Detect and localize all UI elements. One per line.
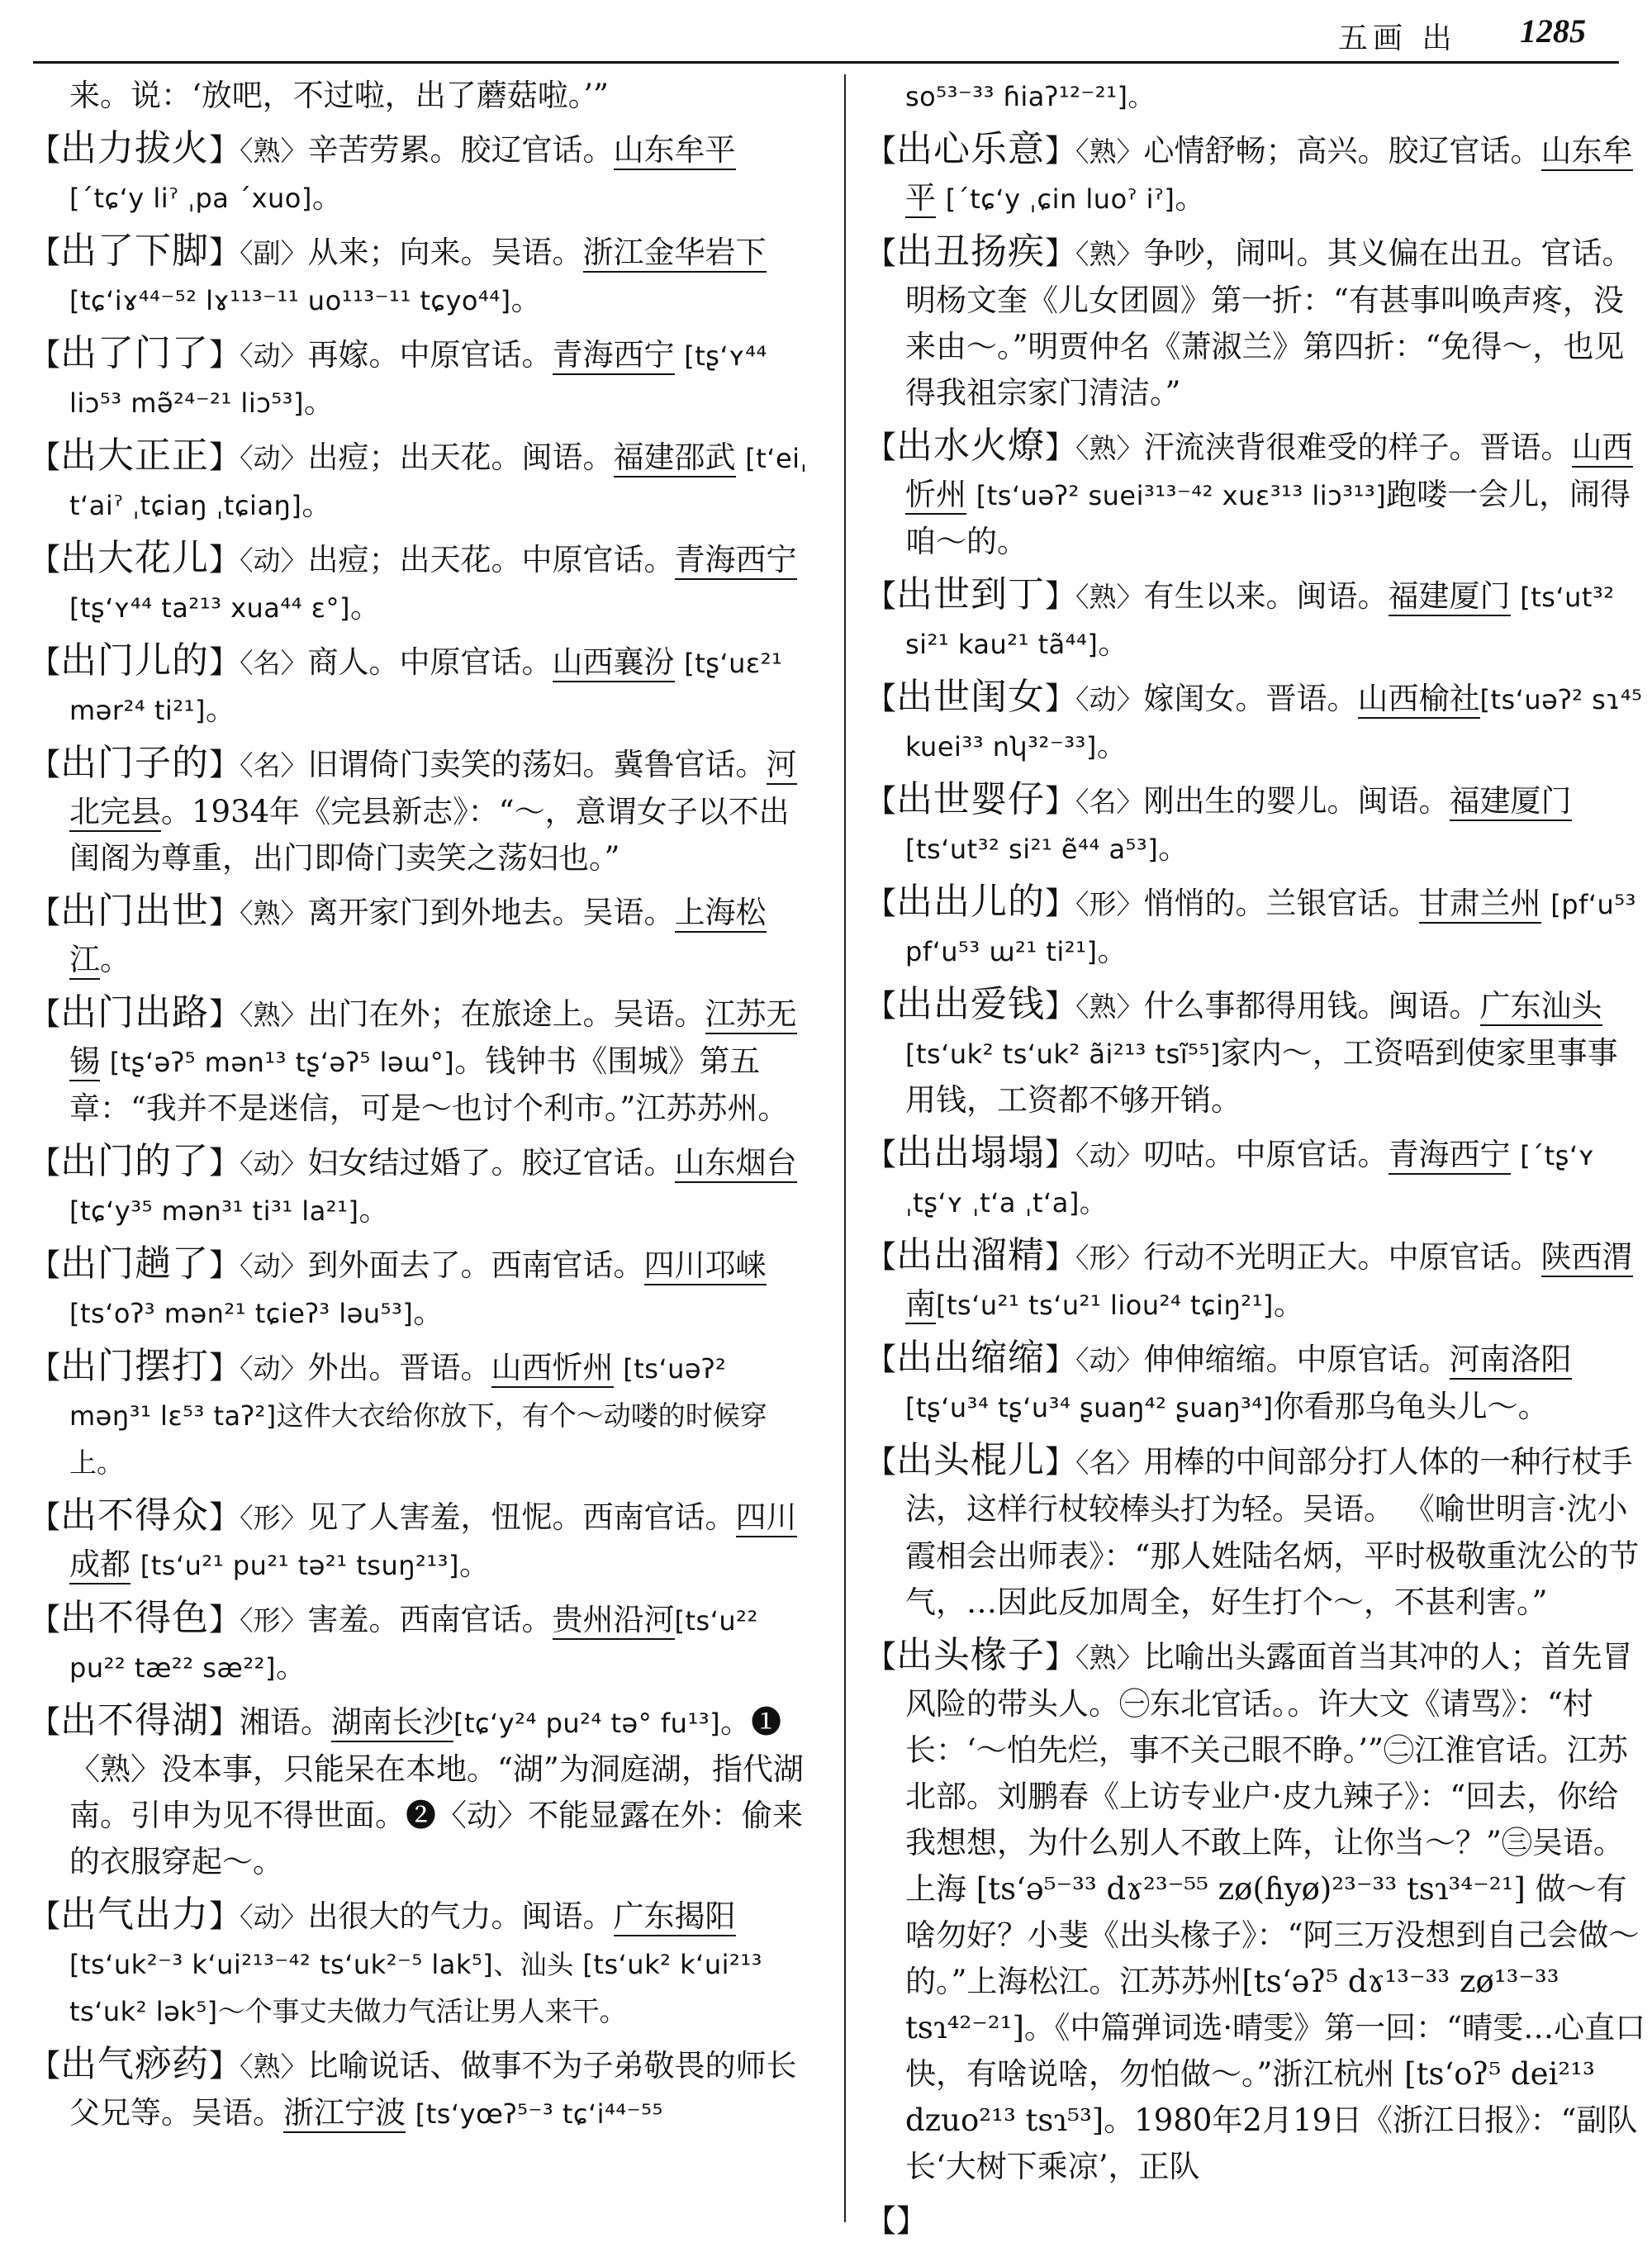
entry-place: 贵州沿河 xyxy=(553,1602,675,1640)
entry-pos: 〈名〉 xyxy=(240,647,308,679)
entry-pos: 〈形〉 xyxy=(240,1502,308,1534)
entry-ipa: [tʂʻuɛ²¹ mər²⁴ ti²¹] xyxy=(69,648,783,726)
entry-text: 用棒的中间部分打人体的一种行杖手法，这样行杖较棒头打为轻。吴语。 xyxy=(905,1444,1633,1527)
entry-text: 再嫁。中原官话。 xyxy=(307,337,553,373)
entry-ipa: [tsʻut³² si²¹ kau²¹ tã⁴⁴] xyxy=(905,582,1615,660)
dictionary-entry xyxy=(30,73,810,119)
entry-text: 悄悄的。兰银官话。 xyxy=(1143,886,1419,921)
entry-headword: 出丑扬疾 xyxy=(896,230,1045,273)
right-column xyxy=(866,73,1646,2252)
entry-place: 青海西宁 xyxy=(1389,1137,1511,1175)
entry-pos: 〈名〉 xyxy=(1075,786,1144,818)
entry-headword: 出门的了 xyxy=(60,1140,209,1182)
entry-ipa: [tʻeiˌ tʻaiˀ ˌtɕiaŋ ˌtɕiaŋ] xyxy=(69,443,808,521)
entry-pos: 〈名〉 xyxy=(240,749,308,782)
entry-tail: 。 xyxy=(1097,933,1128,968)
entry-text: 离开家门到外地去。吴语。 xyxy=(307,895,675,930)
entry-text: 汗流浃背很难受的样子。晋语。 xyxy=(1143,430,1572,465)
entry-tail: 。 xyxy=(350,589,381,625)
entry-text: 外出。晋语。 xyxy=(307,1350,491,1385)
entry-headword: 出世到丁 xyxy=(896,573,1045,615)
entry-tail: 《喻世明言·沈小霞相会出师表》：“那人姓陆名炳，平时极敬重沈公的节气，…因此反加周全，好生打个～，不甚利害。” xyxy=(905,1491,1640,1620)
entry-headword: 出世闺女 xyxy=(896,676,1045,718)
entry-ipa: [ˊtɕʻy liˀ ˌpa ˊxuo] xyxy=(69,183,312,214)
entry-ipa: [tsʻu²¹ tsʻu²¹ liou²⁴ tɕiŋ²¹] xyxy=(936,1290,1274,1321)
entry-pos: 〈动〉 xyxy=(1075,683,1144,715)
entry-headword: 出头棍儿 xyxy=(896,1439,1045,1481)
entry-headword: 出了下脚 xyxy=(60,230,209,272)
entry-headword: 出不得众 xyxy=(60,1494,209,1537)
entry-tail: ～个事丈夫做力气活让男人来干。 xyxy=(217,1995,627,2027)
entry-tail: 。 xyxy=(413,1295,444,1330)
entry-text: 出很大的气力。闽语。 xyxy=(307,1898,614,1934)
entry-place: 山东牟平 xyxy=(905,133,1633,218)
entry-tail: 。许大文《请骂》：“村长：‘～怕先烂，事不关己眼不睁。’”㊁江淮官话。江苏北部。刘鹏春《上访专业户·皮九辣子》：“回去，你给我想想，为什么别人不敢上阵，让你当～？”㊂吴语。上海 [tsʻə⁵⁻³³ dɤ²³⁻⁵⁵ zø(ɦyø)²³⁻³³ tsɿ³⁴⁻²¹] 做～有啥勿好？小斐《出头椽子》：“阿三万没想到自己会做～的。”上海松江。江苏苏州[tsʻəʔ⁵ dɤ¹³⁻³³ zø¹³⁻³³ tsɿ⁴²⁻²¹]。《中篇弹词选·晴雯》第一回：“晴雯…心直口快，有啥说啥，勿怕做～。”浙江杭州 [tsʻoʔ⁵ dei²¹³ dzuo²¹³ tsɿ⁵³]。1980年2月19日《浙江日报》：“副队长‘大树下乘凉’，正队 xyxy=(905,1686,1646,2184)
entry-tail: 家内～，工资唔到使家里事事用钱，工资都不够开销。 xyxy=(905,1035,1618,1118)
entry-text: 比喻出头露面首当其冲的人；首先冒风险的带头人。㊀东北官话。 xyxy=(905,1639,1633,1722)
entry-place: 上海松江 xyxy=(69,895,767,980)
entry-text: so⁵³⁻³³ ɦiaʔ¹²⁻²¹]。 xyxy=(905,81,1155,112)
entry-pos: 〈熟〉 xyxy=(240,135,308,167)
entry-ipa: [tsʻuəʔ² sɿ⁴⁵ kuei³³ nʮ³²⁻³³] xyxy=(905,684,1643,763)
dictionary-entry: 【出世婴仔】〈名〉刚出生的婴儿。闽语。福建厦门 [tsʻut³² si²¹ ẽ⁴⁴ a⁵³]。 xyxy=(866,778,1572,866)
entry-headword: 出水火燎 xyxy=(896,425,1045,467)
entry-ipa: [pfʻu⁵³ pfʻu⁵³ ɯ²¹ ti²¹] xyxy=(905,889,1636,967)
entry-headword: 出力拔火 xyxy=(60,127,209,169)
entry-tail: 。 xyxy=(1079,1186,1107,1219)
dictionary-entry: 【出门子的】〈名〉旧谓倚门卖笑的荡妇。冀鲁官话。河北完县。1934年《完县新志》：“～，意谓女子以不出闺阁为尊重，出门即倚门卖笑之荡妇也。” xyxy=(30,742,797,876)
dictionary-entry: 【出了下脚】〈副〉从来；向来。吴语。浙江金华岩下 [tɕʻiɤ⁴⁴⁻⁵² lɤ¹¹³⁻¹¹ uo¹¹³⁻¹¹ tɕyo⁴⁴]。 xyxy=(30,230,767,317)
entry-tail: 。❶〈熟〉没本事，只能呆在本地。“湖”为洞庭湖，指代湖南。引申为见不得世面。❷〈动〉不能显露在外：偷来的衣服穿起～。 xyxy=(69,1704,804,1879)
entry-tail: 。1934年《完县新志》：“～，意谓女子以不出闺阁为尊重，出门即倚门卖笑之荡妇也。” xyxy=(69,794,790,876)
entry-pos: 〈动〉 xyxy=(240,340,308,372)
entry-place: 山西榆社 xyxy=(1358,681,1480,719)
entry-pos: 〈动〉 xyxy=(240,1147,308,1180)
entry-ipa: [tɕʻiɤ⁴⁴⁻⁵² lɤ¹¹³⁻¹¹ uo¹¹³⁻¹¹ tɕyo⁴⁴] xyxy=(69,285,511,316)
entry-headword: 出门子的 xyxy=(60,742,209,784)
entry-ipa: [tsʻuəʔ² suei³¹³⁻⁴² xuɛ³¹³ liɔ³¹³] xyxy=(976,480,1387,511)
entry-tail: 你看那乌龟头儿～。 xyxy=(1273,1389,1549,1424)
entry-text: 比喻说话、做事不为子弟敬畏的师长父兄等。吴语。 xyxy=(69,2048,797,2131)
entry-pos: 〈动〉 xyxy=(240,1352,308,1385)
dictionary-entry: 【出水火燎】〈熟〉汗流浃背很难受的样子。晋语。山西忻州 [tsʻuəʔ² suei³¹³⁻⁴² xuɛ³¹³ liɔ³¹³]跑喽一会儿，闹得咱～的。 xyxy=(866,425,1633,559)
entry-ipa: [tsʻu²² pu²² tæ²² sæ²²] xyxy=(69,1605,758,1684)
page-number: 1285 xyxy=(1520,12,1586,50)
dictionary-entry: 【出出塌塌】〈动〉叨咕。中原官话。青海西宁 [ˊtʂʻʏ ˌtʂʻʏ ˌtʻa ˌtʻa]。 xyxy=(866,1132,1595,1219)
entry-text: 伸伸缩缩。中原官话。 xyxy=(1143,1342,1450,1377)
entry-ipa: [tsʻu²¹ pu²¹ tə²¹ tsuŋ²¹³] xyxy=(140,1550,459,1581)
dictionary-entry: 【出门趟了】〈动〉到外面去了。西南官话。四川邛崃 [tsʻoʔ³ mən²¹ tɕieʔ³ ləu⁵³]。 xyxy=(30,1242,767,1330)
entry-ipa: [tʂʻu³⁴ tʂʻu³⁴ ʂuaŋ⁴² ʂuaŋ³⁴] xyxy=(905,1392,1274,1423)
dictionary-entry: 【出门摆打】〈动〉外出。晋语。山西忻州 [tsʻuəʔ² məŋ³¹ lɛ⁵³ taʔ²]这件大衣给你放下，有个～动喽的时候穿上。 xyxy=(30,1345,767,1479)
entry-tail: 跑喽一会儿，闹得咱～的。 xyxy=(905,477,1631,559)
entry-pos: 〈名〉 xyxy=(1075,1447,1144,1479)
entry-pos: 〈熟〉 xyxy=(1075,991,1144,1023)
entry-ipa: [tsʻut³² si²¹ ẽ⁴⁴ a⁵³] xyxy=(905,834,1159,865)
dictionary-entry: 【出不得众】〈形〉见了人害羞，忸怩。西南官话。四川成都 [tsʻu²¹ pu²¹ tə²¹ tsuŋ²¹³]。 xyxy=(30,1493,810,1589)
dictionary-entry: 【出不得湖】湘语。湖南长沙[tɕʻy²⁴ pu²⁴ tə° fu¹³]。❶〈熟〉没本事，只能呆在本地。“湖”为洞庭湖，指代湖南。引申为见不得世面。❷〈动〉不能显露在外：偷来的衣服穿起～。 xyxy=(30,1699,804,1879)
entry-headword: 出不得湖 xyxy=(60,1699,209,1741)
entry-text: 出痘；出天花。闽语。 xyxy=(307,439,614,475)
dictionary-entry: 【出不得色】〈形〉害羞。西南官话。贵州沿河[tsʻu²² pu²² tæ²² sæ²²]。 xyxy=(30,1597,758,1684)
entry-text: 害羞。西南官话。 xyxy=(307,1602,553,1637)
entry-headword: 出大正正 xyxy=(60,435,209,477)
entry-pos: 〈熟〉 xyxy=(1075,581,1144,613)
entry-place: 福建邵武 xyxy=(614,439,736,477)
entry-ipa: [tɕʻy²⁴ pu²⁴ tə° fu¹³] xyxy=(453,1708,721,1739)
entry-pos: 〈熟〉 xyxy=(240,897,308,929)
entry-text: 辛苦劳累。胶辽官话。 xyxy=(307,132,614,168)
entry-ipa: [tsʻyœʔ⁵⁻³ tɕʻi⁴⁴⁻⁵⁵ xyxy=(415,2098,663,2130)
entry-tail: 。钱钟书《围城》第五章：“我并不是迷信，可是～也讨个利市。”江苏苏州。 xyxy=(69,1043,789,1126)
entry-pos: 〈熟〉 xyxy=(1075,135,1144,168)
dictionary-entry: 【出丑扬疾】〈熟〉争吵，闹叫。其义偏在出丑。官话。明杨文奎《儿女团圆》第一折：“有甚事叫唤声疼，没来由～。”明贾仲名《萧淑兰》第四折：“免得～，也见得我祖宗家门清洁。” xyxy=(866,230,1633,411)
entry-tail: 。 xyxy=(1096,728,1127,763)
entry-pos: 〈动〉 xyxy=(240,1250,308,1282)
entry-headword: 出出溜精 xyxy=(896,1234,1045,1276)
dictionary-entry: 【出心乐意】〈熟〉心情舒畅；高兴。胶辽官话。山东牟平 [ˊtɕʻy ˌɕin luoˀ iˀ]。 xyxy=(866,126,1646,222)
entry-text: 到外面去了。西南官话。 xyxy=(307,1247,644,1283)
entry-tail: 明杨文奎《儿女团圆》第一折：“有甚事叫唤声疼，没来由～。”明贾仲名《萧淑兰》第四折：“免得～，也见得我祖宗家门清洁。” xyxy=(905,283,1625,411)
entry-ipa: [ˊtʂʻʏ ˌtʂʻʏ ˌtʻa ˌtʻa] xyxy=(905,1140,1595,1219)
entry-text: 来。说：‘放吧，不过啦，出了蘑菇啦。’” xyxy=(69,78,609,113)
dictionary-entry: 【出门出世】〈熟〉离开家门到外地去。吴语。上海松江。 xyxy=(30,888,810,983)
entry-pos: 〈形〉 xyxy=(1075,1242,1144,1274)
entry-place: 青海西宁 xyxy=(553,337,675,375)
dictionary-entry: 【出出溜精】〈形〉行动不光明正大。中原官话。陕西渭南[tsʻu²¹ tsʻu²¹ liou²⁴ tɕiŋ²¹]。 xyxy=(866,1233,1646,1328)
entry-text: 心情舒畅；高兴。胶辽官话。 xyxy=(1143,133,1541,169)
entry-pos: 〈动〉 xyxy=(240,1901,308,1933)
entry-headword: 出气出力 xyxy=(60,1893,209,1936)
entry-text: 从来；向来。吴语。 xyxy=(307,235,583,270)
entry-pos: 〈形〉 xyxy=(240,1604,308,1637)
entry-pos: 〈动〉 xyxy=(1075,1139,1144,1171)
entry-text: 刚出生的婴儿。闽语。 xyxy=(1143,783,1450,819)
dictionary-entry: 【出头棍儿】〈名〉用棒的中间部分打人体的一种行杖手法，这样行杖较棒头打为轻。吴语。 《喻世明言·沈小霞相会出师表》：“那人姓陆名炳，平时极敬重沈公的节气，…因此反加周全，好生打个～，不甚利害。” xyxy=(866,1439,1640,1620)
entry-pos: 〈动〉 xyxy=(1075,1344,1144,1376)
entry-place: 四川成都 xyxy=(69,1499,797,1584)
dictionary-entry: 【出力拔火】〈熟〉辛苦劳累。胶辽官话。山东牟平 [ˊtɕʻy liˀ ˌpa ˊxuo]。 xyxy=(30,127,736,215)
entry-place: 山东烟台 xyxy=(675,1145,797,1183)
entry-ipa: [ˊtɕʻy ˌɕin luoˀ iˀ] xyxy=(945,183,1175,215)
entry-pos: 〈熟〉 xyxy=(1075,1641,1144,1674)
entry-ipa: [tʂʻʏ⁴⁴ liɔ⁵³ mə̃²⁴⁻²¹ liɔ⁵³] xyxy=(69,340,767,419)
entry-pos: 〈熟〉 xyxy=(1075,238,1144,270)
dictionary-entry: 【出门的了】〈动〉妇女结过婚了。胶辽官话。山东烟台 [tɕʻy³⁵ mən³¹ ti³¹ la²¹]。 xyxy=(30,1140,797,1228)
entry-headword: 出门儿的 xyxy=(60,639,209,682)
entry-pos: 〈熟〉 xyxy=(240,999,308,1031)
entry-tail: 。 xyxy=(510,282,542,317)
entry-tail: 。 xyxy=(301,487,333,522)
dictionary-entry: 【出大正正】〈动〉出痘；出天花。闽语。福建邵武 [tʻeiˌ tʻaiˀ ˌtɕiaŋ ˌtɕiaŋ]。 xyxy=(30,435,808,522)
entry-headword: 出心乐意 xyxy=(896,128,1045,170)
entry-place: 河北完县 xyxy=(69,747,797,832)
dictionary-entry: 【出出儿的】〈形〉悄悄的。兰银官话。甘肃兰州 [pfʻu⁵³ pfʻu⁵³ ɯ²¹ ti²¹]。 xyxy=(866,881,1636,968)
entry-place: 广东汕头 xyxy=(1480,988,1602,1026)
entry-place: 四川邛崃 xyxy=(644,1247,767,1285)
section-label: 五画 出 xyxy=(1338,21,1457,55)
dictionary-entry: 【出出爱钱】〈熟〉什么事都得用钱。闽语。广东汕头 [tsʻuk² tsʻuk² ãi²¹³ tsĩ⁵⁵]家内～，工资唔到使家里事事用钱，工资都不够开销。 xyxy=(866,983,1618,1118)
entry-place: 湖南长沙 xyxy=(331,1704,453,1742)
entry-tail: 。 xyxy=(311,179,343,215)
entry-place: 山西忻州 xyxy=(491,1350,614,1388)
entry-ipa: [tɕʻy³⁵ mən³¹ ti³¹ la²¹] xyxy=(69,1195,359,1227)
entry-tail: 。 xyxy=(303,384,335,420)
dictionary-entry: 【出世闺女】〈动〉嫁闺女。晋语。山西榆社[tsʻuəʔ² sɿ⁴⁵ kuei³³ nʮ³²⁻³³]。 xyxy=(866,676,1643,763)
entry-text: 争吵，闹叫。其义偏在出丑。官话。 xyxy=(1143,235,1633,271)
entry-place: 广东揭阳 xyxy=(614,1898,736,1936)
entry-headword: 出出儿的 xyxy=(896,881,1045,923)
entry-text: 商人。中原官话。 xyxy=(307,644,553,680)
entry-tail: 。 xyxy=(458,1546,490,1582)
entry-tail: 。 xyxy=(205,691,236,727)
header-rule xyxy=(33,61,1619,64)
dictionary-entry: 【出气痧药】〈熟〉比喻说话、做事不为子弟敬畏的师长父兄等。吴语。浙江宁波 [tsʻyœʔ⁵⁻³ tɕʻi⁴⁴⁻⁵⁵ xyxy=(30,2041,810,2137)
entry-headword: 出头椽子 xyxy=(896,1634,1045,1676)
entry-ipa: [tsʻoʔ³ mən²¹ tɕieʔ³ ləu⁵³] xyxy=(69,1298,414,1329)
entry-text: 见了人害羞，忸怩。西南官话。 xyxy=(307,1499,736,1535)
entry-text: 什么事都得用钱。闽语。 xyxy=(1143,988,1480,1024)
entry-text: 旧谓倚门卖笑的荡妇。冀鲁官话。 xyxy=(307,747,767,782)
entry-headword: 出大花儿 xyxy=(60,537,209,579)
entry-text: 出门在外；在旅途上。吴语。 xyxy=(307,996,705,1032)
entry-tail: 。 xyxy=(1158,830,1189,866)
entry-text: 有生以来。闽语。 xyxy=(1143,578,1389,614)
entry-place: 浙江金华岩下 xyxy=(583,235,767,273)
dictionary-entry: 【出出缩缩】〈动〉伸伸缩缩。中原官话。河南洛阳 [tʂʻu³⁴ tʂʻu³⁴ ʂuaŋ⁴² ʂuaŋ³⁴]你看那乌龟头儿～。 xyxy=(866,1337,1572,1424)
left-column xyxy=(30,73,810,2144)
entry-tail: 这件大衣给你放下，有个～动喽的时候穿上。 xyxy=(69,1399,767,1479)
dictionary-entry: 【出了门了】〈动〉再嫁。中原官话。青海西宁 [tʂʻʏ⁴⁴ liɔ⁵³ mə̃²⁴⁻²¹ liɔ⁵³]。 xyxy=(30,332,767,420)
entry-text: 行动不光明正大。中原官话。 xyxy=(1143,1239,1541,1275)
entry-headword: 出气痧药 xyxy=(60,2043,209,2085)
entry-headword: 出出缩缩 xyxy=(896,1337,1045,1379)
dictionary-entry: 【出大花儿】〈动〉出痘；出天花。中原官话。青海西宁 [tʂʻʏ⁴⁴ ta²¹³ xua⁴⁴ ɛ°]。 xyxy=(30,537,797,625)
entry-headword: 出世婴仔 xyxy=(896,778,1045,820)
entry-ipa: [tsʻuk²⁻³ kʻui²¹³⁻⁴² tsʻuk²⁻⁵ lak⁵]、汕头 [tsʻuk² kʻui²¹³ tsʻuk² lək⁵] xyxy=(69,1949,762,2027)
entry-place: 陕西渭南 xyxy=(905,1239,1633,1324)
entry-place: 福建厦门 xyxy=(1450,783,1572,821)
entry-text: 湘语。 xyxy=(240,1704,331,1740)
entry-place: 山东牟平 xyxy=(614,132,736,170)
entry-headword: 出门趟了 xyxy=(60,1242,209,1285)
entry-ipa: [tʂʻəʔ⁵ mən¹³ tʂʻəʔ⁵ ləɯ°] xyxy=(109,1047,455,1078)
dictionary-entry: 【出门出路】〈熟〉出门在外；在旅途上。吴语。江苏无锡 [tʂʻəʔ⁵ mən¹³ tʂʻəʔ⁵ ləɯ°]。钱钟书《围城》第五章：“我并不是迷信，可是～也讨个利市。”江苏苏州。 xyxy=(30,991,797,1126)
dictionary-entry xyxy=(866,73,1646,120)
entry-text: 嫁闺女。晋语。 xyxy=(1143,681,1358,716)
dictionary-entry: 【出世到丁】〈熟〉有生以来。闽语。福建厦门 [tsʻut³² si²¹ kau²¹ tã⁴⁴]。 xyxy=(866,573,1615,661)
entry-pos: 〈动〉 xyxy=(240,442,308,474)
entry-pos: 〈副〉 xyxy=(240,237,308,269)
page-header xyxy=(0,0,1652,66)
entry-place: 青海西宁 xyxy=(675,542,797,580)
entry-pos: 〈动〉 xyxy=(240,544,308,577)
entry-headword: 出出塌塌 xyxy=(896,1132,1045,1174)
entry-headword: 出了门了 xyxy=(60,332,209,374)
entry-place: 浙江宁波 xyxy=(283,2095,406,2133)
entry-headword: 出门摆打 xyxy=(60,1345,209,1387)
dictionary-entry: 【出门儿的】〈名〉商人。中原官话。山西襄汾 [tʂʻuɛ²¹ mər²⁴ ti²¹]。 xyxy=(30,639,783,727)
entry-place: 山西襄汾 xyxy=(553,644,675,682)
entry-headword: 出门出路 xyxy=(60,991,209,1033)
entry-place: 山西忻州 xyxy=(905,430,1633,515)
entry-tail: 。 xyxy=(358,1192,390,1228)
entry-pos: 〈熟〉 xyxy=(240,2050,308,2083)
entry-tail: 。 xyxy=(1273,1286,1304,1322)
entry-ipa: [tsʻuk² tsʻuk² ãi²¹³ tsĩ⁵⁵] xyxy=(905,1038,1221,1070)
entry-text: 妇女结过婚了。胶辽官话。 xyxy=(307,1145,675,1181)
dictionary-entry: 【】 xyxy=(866,2203,927,2239)
entry-text: 出痘；出天花。中原官话。 xyxy=(307,542,675,577)
entry-tail: 。 xyxy=(1098,625,1129,661)
entry-place: 甘肃兰州 xyxy=(1419,886,1541,924)
entry-headword: 出出爱钱 xyxy=(896,983,1045,1025)
entry-tail: 。 xyxy=(275,1649,306,1684)
entry-place: 福建厦门 xyxy=(1389,578,1511,616)
entry-ipa: [tsʻuəʔ² məŋ³¹ lɛ⁵³ taʔ²] xyxy=(69,1353,727,1432)
entry-pos: 〈形〉 xyxy=(1075,888,1144,920)
entry-place: 江苏无锡 xyxy=(69,996,797,1081)
dictionary-entry: 【出头椽子】〈熟〉比喻出头露面首当其冲的人；首先冒风险的带头人。㊀东北官话。。许大文《请骂》：“村长：‘～怕先烂，事不关己眼不睁。’”㊁江淮官话。江苏北部。刘鹏春《上访专业户·皮九辣子》：“回去，你给我想想，为什么别人不敢上阵，让你当～？”㊂吴语。上海 [tsʻə⁵⁻³³ dɤ²³⁻⁵⁵ zø(ɦyø)²³⁻³³ tsɿ³⁴⁻²¹] 做～有啥勿好？小斐《出头椽子》：“阿三万没想到自己会做～的。”上海松江。江苏苏州[tsʻəʔ⁵ dɤ¹³⁻³³ zø¹³⁻³³ tsɿ⁴²⁻²¹]。《中篇弹词选·晴雯》第一回：“晴雯…心直口快，有啥说啥，勿怕做～。”浙江杭州 [tsʻoʔ⁵ dei²¹³ dzuo²¹³ tsɿ⁵³]。1980年2月19日《浙江日报》：“副队长‘大树下乘凉’，正队 xyxy=(866,1634,1646,2184)
entry-pos: 〈熟〉 xyxy=(1075,432,1144,464)
entry-ipa: [tʂʻʏ⁴⁴ ta²¹³ xua⁴⁴ ɛ°] xyxy=(69,592,350,624)
entry-headword: 出不得色 xyxy=(60,1597,209,1639)
entry-text: 叨咕。中原官话。 xyxy=(1143,1137,1389,1172)
entry-headword: 出门出世 xyxy=(60,890,209,932)
entry-tail: 。 xyxy=(100,942,131,977)
column-divider xyxy=(844,74,846,2222)
entry-tail: 。 xyxy=(1175,180,1206,216)
entry-place: 河南洛阳 xyxy=(1450,1342,1572,1380)
dictionary-entry: 【出气出力】〈动〉出很大的气力。闽语。广东揭阳 [tsʻuk²⁻³ kʻui²¹³⁻⁴² tsʻuk²⁻⁵ lak⁵]、汕头 [tsʻuk² kʻui²¹³ tsʻuk² lək⁵]～个事丈夫做力气活让男人来干。 xyxy=(30,1893,762,2027)
